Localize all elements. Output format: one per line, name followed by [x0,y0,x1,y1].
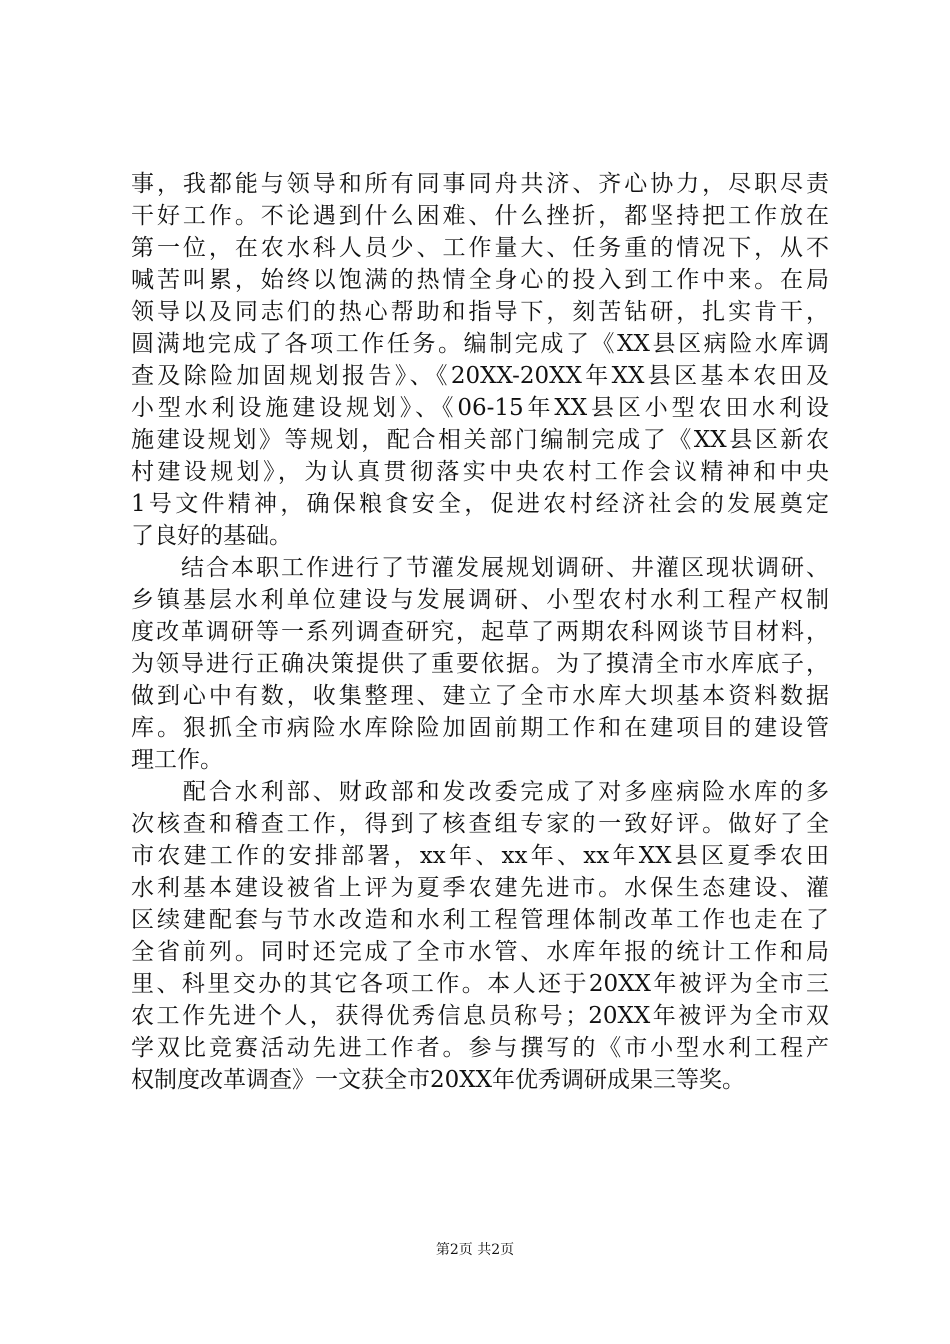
text-line: 领导以及同志们的热心帮助和指导下，刻苦钻研，扎实肯干， [131,299,829,325]
text-line: 事，我都能与领导和所有同事同舟共济、齐心协力，尽职尽责 [131,171,829,197]
text-line: 配合水利部、财政部和发改委完成了对多座病险水库的多 [131,779,829,805]
text-line: 次核查和稽查工作，得到了核查组专家的一致好评。做好了全 [131,811,829,837]
text-line: 水利基本建设被省上评为夏季农建先进市。水保生态建设、灌 [131,875,829,901]
text-line: 市农建工作的安排部署，xx年、xx年、xx年XX县区夏季农田 [131,843,829,869]
text-line: 喊苦叫累，始终以饱满的热情全身心的投入到工作中来。在局 [131,267,829,293]
text-line: 小型水利设施建设规划》、《06-15年XX县区小型农田水利设 [131,395,829,421]
paragraph-2 [131,552,829,776]
text-line: 施建设规划》等规划，配合相关部门编制完成了《XX县区新农 [131,427,829,453]
text-line: 结合本职工作进行了节灌发展规划调研、井灌区现状调研、 [131,555,829,581]
text-line: 1号文件精神，确保粮食安全，促进农村经济社会的发展奠定 [131,491,829,517]
text-line: 度改革调研等一系列调查研究，起草了两期农科网谈节目材料， [131,619,829,645]
text-line: 权制度改革调查》一文获全市20XX年优秀调研成果三等奖。 [131,1067,746,1093]
text-line: 为领导进行正确决策提供了重要依据。为了摸清全市水库底子， [131,651,829,677]
text-line: 理工作。 [131,747,223,773]
text-line: 村建设规划》，为认真贯彻落实中央农村工作会议精神和中央 [131,459,829,485]
paragraph-3 [131,776,829,1096]
text-line: 全省前列。同时还完成了全市水管、水库年报的统计工作和局 [131,939,829,965]
text-line: 农工作先进个人，获得优秀信息员称号；20XX年被评为全市双 [131,1003,829,1029]
text-line: 干好工作。不论遇到什么困难、什么挫折，都坚持把工作放在 [131,203,829,229]
text-line: 做到心中有数，收集整理、建立了全市水库大坝基本资料数据 [131,683,829,709]
text-line: 区续建配套与节水改造和水利工程管理体制改革工作也走在了 [131,907,829,933]
text-line: 第一位，在农水科人员少、工作量大、任务重的情况下，从不 [131,235,829,261]
page-number-footer: 第2页 共2页 [435,1242,515,1258]
text-line: 里、科里交办的其它各项工作。本人还于20XX年被评为全市三 [131,971,829,997]
paragraph-1 [131,168,829,552]
body-text [131,168,829,1096]
text-line: 乡镇基层水利单位建设与发展调研、小型农村水利工程产权制 [131,587,829,613]
text-line: 圆满地完成了各项工作任务。编制完成了《XX县区病险水库调 [131,331,829,357]
text-line: 查及除险加固规划报告》、《20XX-20XX年XX县区基本农田及 [131,363,829,389]
text-line: 了良好的基础。 [131,523,292,549]
text-line: 库。狠抓全市病险水库除险加固前期工作和在建项目的建设管 [131,715,829,741]
text-line: 学双比竞赛活动先进工作者。参与撰写的《市小型水利工程产 [131,1035,829,1061]
